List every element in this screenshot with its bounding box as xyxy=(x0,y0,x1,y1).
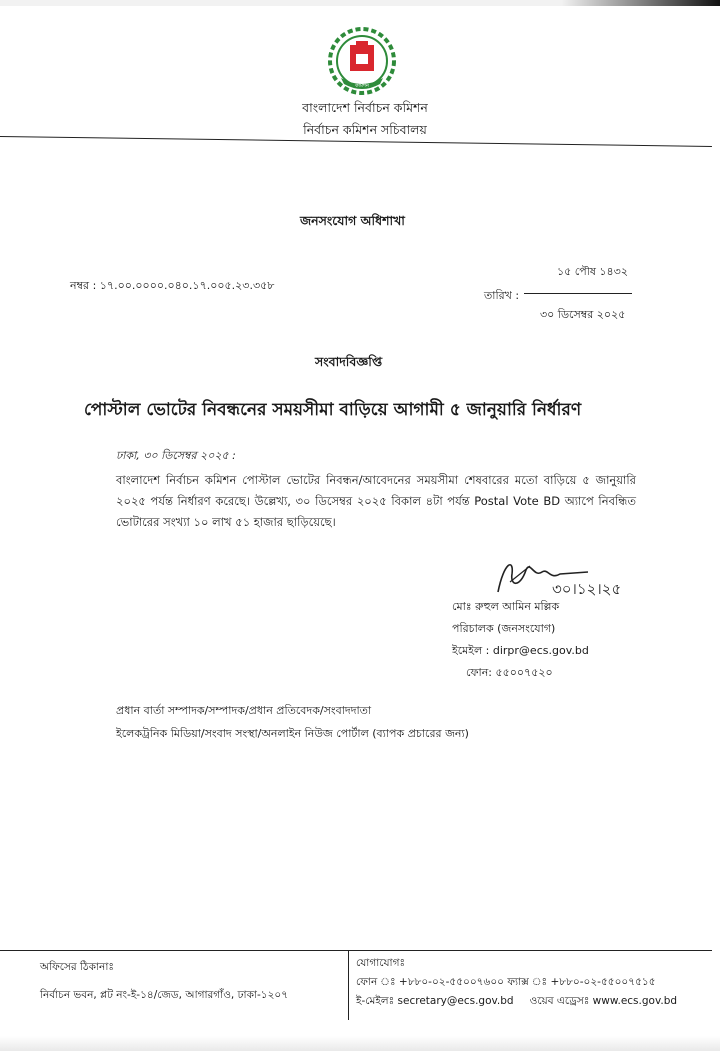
contact-email-web xyxy=(356,994,677,1011)
organization-name: বাংলাদেশ নির্বাচন কমিশন xyxy=(302,100,428,115)
signatory-email: ইমেইল : dirpr@ecs.gov.bd xyxy=(452,644,589,657)
body-paragraph: বাংলাদেশ নির্বাচন কমিশন পোস্টাল ভোটের নিবন্ধন/আবেদনের সময়সীমা শেষবারের মতো বাড়িয়ে ৫ জানুয়ারি ২০২৫ পর্যন্ত নির্ধারণ করেছে। উল্লেখ্য, ৩০ ডিসেম্বর ২০২৫ বিকাল ৪টা পর্যন্ত Postal Vote BD অ্যাপে নিবন্ধিত ভোটারের সংখ্যা ১০ লাখ ৫১ হাজার ছাড়িয়েছে। xyxy=(116,473,636,529)
office-address: নির্বাচন ভবন, প্লট নং-ই-১৪/জেড, আগারগাঁও, ঢাকা-১২০৭ xyxy=(40,989,289,1001)
footer-divider xyxy=(0,950,712,951)
contact-heading: যোগাযোগঃ xyxy=(356,957,406,969)
footer-column-divider xyxy=(348,950,349,1020)
date-divider xyxy=(524,293,632,294)
department-name: জনসংযোগ অধিশাখা xyxy=(300,213,405,228)
contact-phone-fax: ফোন ঃ +৮৮০-০২-৫৫০০৭৬০০ ফ্যাক্স ঃ +৮৮০-০২-৫৫০০৭৫১৫ xyxy=(356,976,656,988)
office-address-heading: অফিসের ঠিকানাঃ xyxy=(40,961,114,973)
recipient-line: ইলেকট্রনিক মিডিয়া/সংবাদ সংস্থা/অনলাইন নিউজ পোর্টাল (ব্যাপক প্রচারের জন্য) xyxy=(116,727,469,740)
date-label: তারিখ : xyxy=(484,289,520,302)
signature-mark xyxy=(490,552,630,602)
memo-number: নম্বর : ১৭.০০.০০০০.০৪০.১৭.০০৫.২৩.৩৫৮ xyxy=(70,279,275,292)
contact-email: ই-মেইলঃ secretary@ecs.gov.bd xyxy=(356,995,514,1007)
headline: পোস্টাল ভোটের নিবন্ধনের সময়সীমা বাড়িয়ে আগামী ৫ জানুয়ারি নির্ধারণ xyxy=(84,400,582,420)
contact-website: ওয়েব এড্রেসঃ www.ecs.gov.bd xyxy=(529,995,678,1007)
dateline: ঢাকা, ৩০ ডিসেম্বর ২০২৫ : xyxy=(116,449,236,462)
secretariat-name: নির্বাচন কমিশন সচিবালয় xyxy=(303,122,427,137)
date-english: ৩০ ডিসেম্বর ২০২৫ xyxy=(540,308,626,321)
document-type: সংবাদবিজ্ঞপ্তি xyxy=(315,354,383,369)
emblem-ribbon-text: কমিশন xyxy=(355,83,369,89)
signatory-block xyxy=(452,596,652,684)
recipient-line: প্রধান বার্তা সম্পাদক/সম্পাদক/প্রধান প্রতিবেদক/সংবাদদাতা xyxy=(116,704,372,717)
election-commission-emblem-icon xyxy=(327,26,397,96)
signatory-designation: পরিচালক (জনসংযোগ) xyxy=(452,622,556,635)
scan-bottom-edge xyxy=(0,1036,720,1051)
signatory-phone: ফোন: ৫৫০০৭৫২০ xyxy=(466,666,553,679)
recipients-list xyxy=(116,699,469,745)
date-bengali: ১৫ পৌষ ১৪৩২ xyxy=(557,265,628,278)
signature-date: ৩০।১২।২৫ xyxy=(552,580,622,598)
signatory-name: মোঃ রুহুল আমিন মল্লিক xyxy=(452,600,560,613)
scan-top-edge xyxy=(0,0,720,6)
